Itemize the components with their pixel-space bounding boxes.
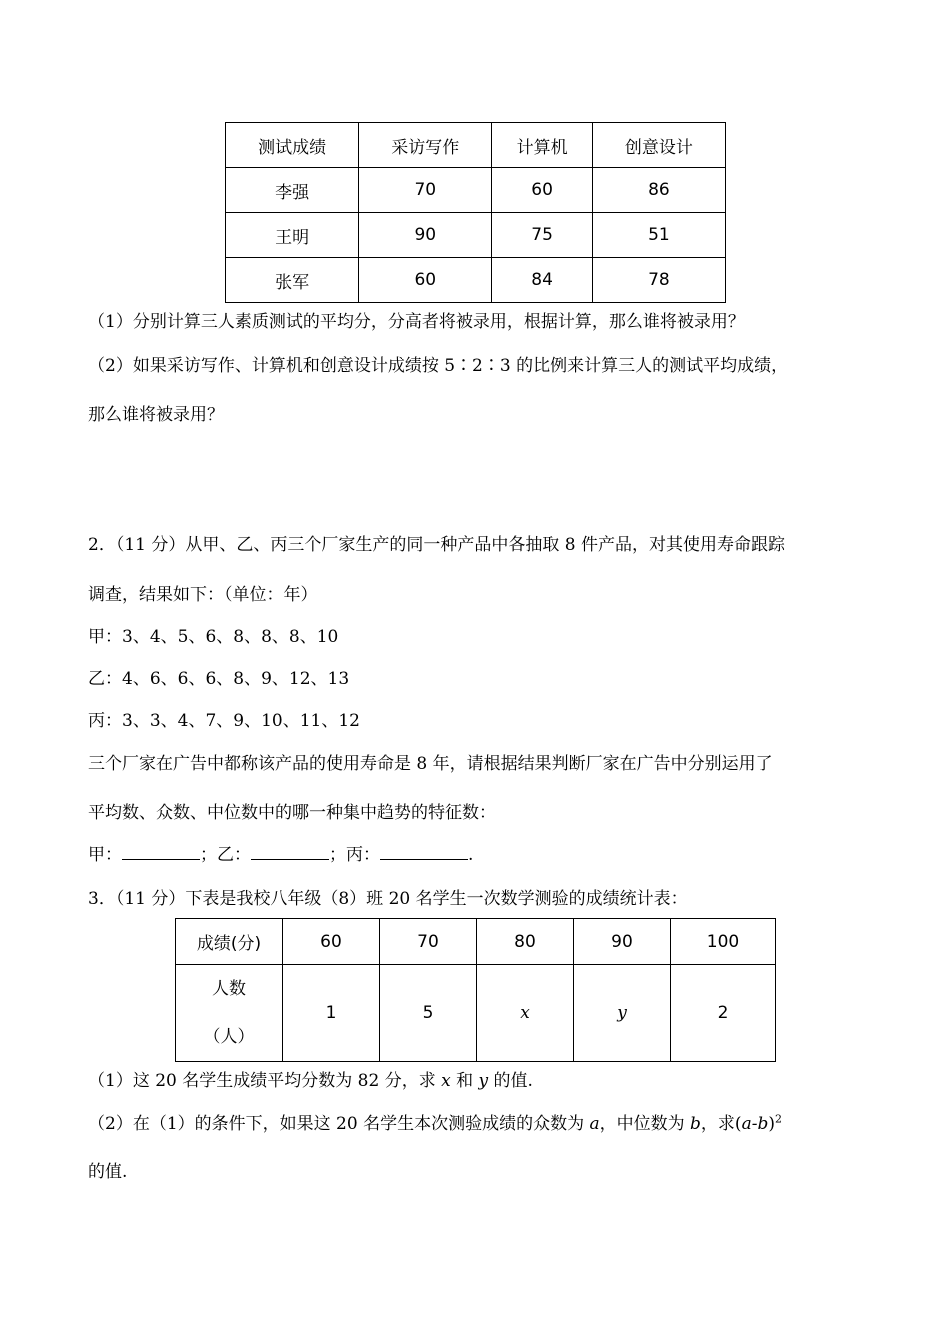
name-cell: 李强 xyxy=(226,168,359,213)
q3-part2-text: ) xyxy=(768,1114,775,1134)
table-row xyxy=(226,258,726,303)
table-cell: 78 xyxy=(592,258,725,303)
table-cell-y: y xyxy=(574,965,671,1062)
header-cell: 80 xyxy=(477,919,574,965)
q3-part1-text: （1）这 20 名学生成绩平均分数为 82 分，求 xyxy=(88,1071,442,1091)
q2-line2: 调查，结果如下：（单位：年） xyxy=(88,585,318,605)
name-cell: 王明 xyxy=(226,213,359,258)
score-table xyxy=(225,122,726,303)
header-cell: 计算机 xyxy=(492,123,592,168)
table-cell: 70 xyxy=(359,168,492,213)
table-cell: 60 xyxy=(492,168,592,213)
fill-label-yi: ；乙： xyxy=(200,845,251,865)
q2-line1: 2．（11 分）从甲、乙、丙三个厂家生产的同一种产品中各抽取 8 件产品，对其使用寿命跟踪 xyxy=(88,535,785,555)
fill-label-jia: 甲： xyxy=(88,845,122,865)
var-y: y xyxy=(478,1071,489,1091)
header-cell: 60 xyxy=(283,919,380,965)
q3-part1 xyxy=(88,1066,533,1091)
q3-line1: 3．（11 分）下表是我校八年级（8）班 20 名学生一次数学测验的成绩统计表： xyxy=(88,889,688,909)
header-cell: 成绩(分) xyxy=(176,919,283,965)
table-cell-x: x xyxy=(477,965,574,1062)
table-cell: 1 xyxy=(283,965,380,1062)
table-cell: 75 xyxy=(492,213,592,258)
q2-line3: 三个厂家在广告中都称该产品的使用寿命是 8 年，请根据结果判断厂家在广告中分别运用了 xyxy=(88,754,773,774)
name-cell: 张军 xyxy=(226,258,359,303)
exponent: 2 xyxy=(774,1112,782,1126)
table-header-row xyxy=(226,123,726,168)
q3-part2-text: （2）在（1）的条件下，如果这 20 名学生本次测验成绩的众数为 xyxy=(88,1114,590,1134)
table-cell: 51 xyxy=(592,213,725,258)
table-cell: 84 xyxy=(492,258,592,303)
q3-part2-text: ，求( xyxy=(700,1114,742,1134)
blank-bing[interactable] xyxy=(380,843,468,860)
row-label-line1: 人数 xyxy=(212,979,246,999)
table-cell: 90 xyxy=(359,213,492,258)
var-x: x xyxy=(441,1071,451,1091)
header-cell: 测试成绩 xyxy=(226,123,359,168)
q2-jia-data: 甲：3、4、5、6、8、8、8、10 xyxy=(88,627,339,647)
q3-part1-text: 和 xyxy=(450,1071,479,1091)
table-header-row xyxy=(176,919,776,965)
grade-distribution-table xyxy=(175,918,776,1062)
q2-line4: 平均数、众数、中位数中的哪一种集中趋势的特征数： xyxy=(88,803,496,823)
q2-bing-data: 丙：3、3、4、7、9、10、11、12 xyxy=(88,711,360,731)
blank-yi[interactable] xyxy=(251,843,329,860)
header-cell: 100 xyxy=(671,919,776,965)
q3-part2 xyxy=(88,1109,782,1134)
var-b: b xyxy=(690,1114,701,1134)
expr-a-minus-b: a-b xyxy=(741,1114,769,1134)
fill-end: . xyxy=(468,845,474,865)
table-row xyxy=(176,965,776,1062)
table-cell: 60 xyxy=(359,258,492,303)
header-cell: 70 xyxy=(380,919,477,965)
var-a: a xyxy=(589,1114,600,1134)
q1-part2-line1: （2）如果采访写作、计算机和创意设计成绩按 5∶2∶3 的比例来计算三人的测试平均成绩， xyxy=(88,356,789,376)
row-label-cell xyxy=(176,965,283,1062)
header-cell: 创意设计 xyxy=(592,123,725,168)
q2-yi-data: 乙：4、6、6、6、8、9、12、13 xyxy=(88,669,350,689)
header-cell: 90 xyxy=(574,919,671,965)
table-cell: 5 xyxy=(380,965,477,1062)
q2-fill-blanks xyxy=(88,840,473,865)
q3-part2-line2: 的值. xyxy=(88,1162,128,1182)
q3-part1-text: 的值. xyxy=(488,1071,533,1091)
fill-label-bing: ；丙： xyxy=(329,845,380,865)
q1-part1: （1）分别计算三人素质测试的平均分，分高者将被录用，根据计算，那么谁将被录用？ xyxy=(88,312,745,332)
table-row xyxy=(226,168,726,213)
q3-part2-text: ，中位数为 xyxy=(599,1114,691,1134)
blank-jia[interactable] xyxy=(122,843,200,860)
table-row xyxy=(226,213,726,258)
header-cell: 采访写作 xyxy=(359,123,492,168)
table-cell: 2 xyxy=(671,965,776,1062)
table-cell: 86 xyxy=(592,168,725,213)
q1-part2-line2: 那么谁将被录用？ xyxy=(88,405,224,425)
row-label-line2: （人） xyxy=(203,1027,255,1047)
